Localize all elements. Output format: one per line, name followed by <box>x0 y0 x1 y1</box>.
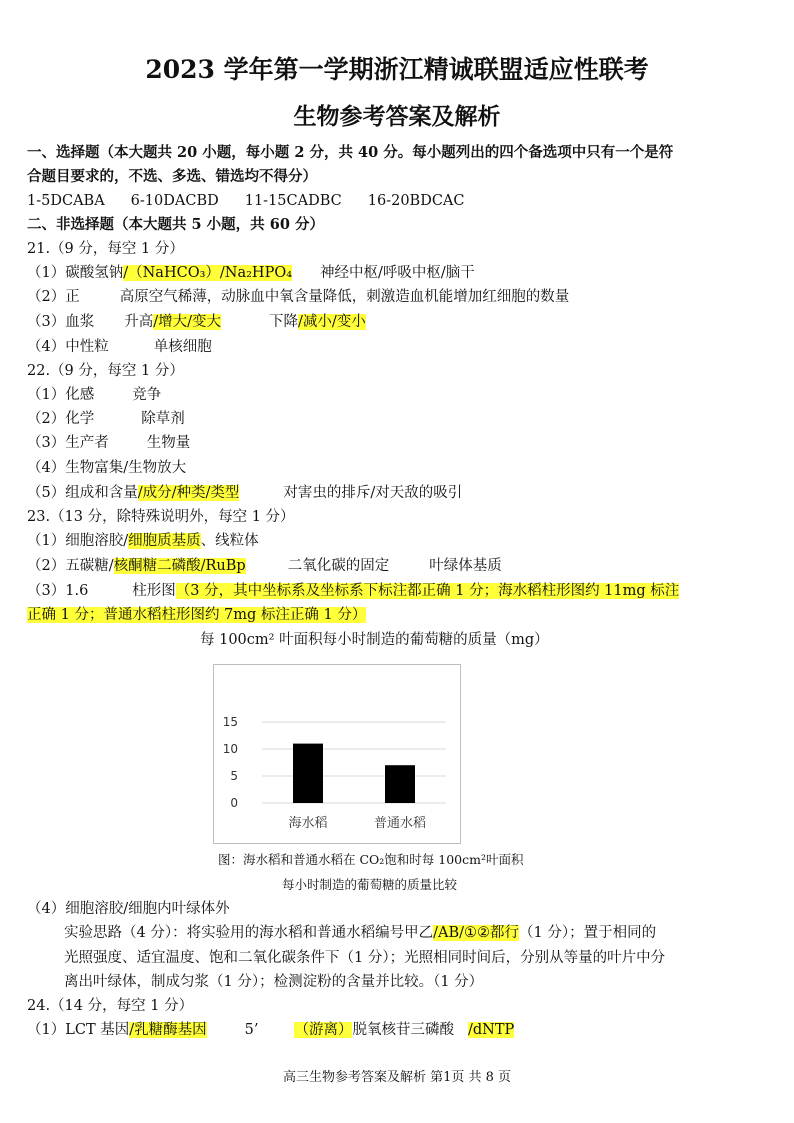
x-tick-label: 普通水稻 <box>373 816 427 831</box>
q23-answer-1: （1）细胞溶胶/细胞质基质、线粒体 <box>27 533 259 549</box>
q22-answer-1: （1）化感 竞争 <box>27 387 162 403</box>
experiment-line1: 实验思路（4 分）：将实验用的海水稻和普通水稻编号甲乙/AB/①②都行（1 分）；置于相同的 <box>64 925 657 941</box>
highlight: （游离） <box>294 1022 353 1038</box>
bar-chart <box>213 664 461 844</box>
page-title: 2023 学年第一学期浙江精诚联盟适应性联考 <box>145 55 649 84</box>
page-footer: 高三生物参考答案及解析 第1页 共 8 页 <box>282 1070 512 1085</box>
experiment-line2: 光照强度、适宜温度、饱和二氧化碳条件下（1 分）；光照相同时间后，分别从等量的叶片中分 <box>64 950 666 966</box>
chart-heading: 每 100cm² 叶面积每小时制造的葡萄糖的质量（mg） <box>200 632 549 648</box>
section1-heading-line1: 一、选择题（本大题共 20 小题，每小题 2 分，共 40 分。每小题列出的四个备选项中只有一个是符 <box>27 144 674 161</box>
figure-caption-line2: 每小时制造的葡萄糖的质量比较 <box>282 877 458 892</box>
highlight: /增大/变大 <box>153 314 222 330</box>
q23-answer-2: （2）五碳糖/核酮糖二磷酸/RuBp 二氧化碳的固定 叶绿体基质 <box>27 558 502 574</box>
highlight: 核酮糖二磷酸/RuBp <box>113 558 246 574</box>
y-tick-label: 0 <box>230 796 238 810</box>
mc-answer-11-15: 11-15CADBC <box>244 193 342 209</box>
x-tick-label: 海水稻 <box>288 816 328 831</box>
highlight: （3 分，其中坐标系及坐标系下标注都正确 1 分；海水稻柱形图约 11mg 标注 <box>175 583 680 599</box>
q23-answer-3: （3）1.6 柱形图（3 分，其中坐标系及坐标系下标注都正确 1 分；海水稻柱形图约 11mg 标注 <box>27 583 680 599</box>
bar <box>293 744 323 803</box>
highlight: 细胞质基质 <box>128 533 201 549</box>
highlight: /成分/种类/类型 <box>137 485 240 501</box>
q22-answer-5: （5）组成和含量/成分/种类/类型 对害虫的排斥/对天敌的吸引 <box>27 485 463 501</box>
q21-heading: 21.（9 分，每空 1 分） <box>27 241 184 257</box>
bar-chart-svg <box>214 665 460 843</box>
q22-answer-4: （4）生物富集/生物放大 <box>27 460 187 476</box>
q23-answer-3-cont <box>27 605 366 625</box>
highlight: /减小/变小 <box>298 314 366 330</box>
q23-answer-4: （4）细胞溶胶/细胞内叶绿体外 <box>27 901 230 917</box>
y-tick-label: 5 <box>230 769 238 783</box>
mc-answer-1-5: 1-5DCABA <box>27 193 105 209</box>
highlight: /dNTP <box>467 1022 515 1038</box>
y-tick-label: 10 <box>222 742 238 756</box>
q24-heading: 24.（14 分，每空 1 分） <box>27 998 194 1014</box>
q21-answer-3: （3）血浆 升高/增大/变大 下降/减小/变小 <box>27 314 366 330</box>
highlight: /（NaHCO₃）/Na₂HPO₄ <box>123 265 293 281</box>
q21-answer-1: （1）碳酸氢钠/（NaHCO₃）/Na₂HPO₄ 神经中枢/呼吸中枢/脑干 <box>27 265 475 281</box>
bar <box>385 765 415 803</box>
highlight: /AB/①②都行 <box>433 925 519 941</box>
y-tick-label: 15 <box>222 715 238 729</box>
q22-answer-2: （2）化学 除草剂 <box>27 411 185 427</box>
mc-answer-16-20: 16-20BDCAC <box>367 193 465 209</box>
q21-answer-4: （4）中性粒 单核细胞 <box>27 339 212 355</box>
figure-caption-line1: 图：海水稻和普通水稻在 CO₂饱和时每 100cm²叶面积 <box>218 852 524 867</box>
page-subtitle: 生物参考答案及解析 <box>293 103 501 130</box>
experiment-line3: 离出叶绿体，制成匀浆（1 分）；检测淀粉的含量并比较。（1 分） <box>64 974 484 990</box>
q22-heading: 22.（9 分，每空 1 分） <box>27 363 184 379</box>
q21-answer-2: （2）正 高原空气稀薄，动脉血中氧含量降低，刺激造血机能增加红细胞的数量 <box>27 289 570 305</box>
highlight: 正确 1 分；普通水稻柱形图约 7mg 标注正确 1 分） <box>27 607 367 623</box>
q23-heading: 23.（13 分，除特殊说明外，每空 1 分） <box>27 509 295 525</box>
section2-heading: 二、非选择题（本大题共 5 小题，共 60 分） <box>27 216 324 233</box>
highlight: /乳糖酶基因 <box>129 1022 207 1038</box>
q24-answer-1: （1）LCT 基因/乳糖酶基因 5’ （游离）脱氧核苷三磷酸 /dNTP <box>27 1022 515 1038</box>
section1-heading-line2: 合题目要求的，不选、多选、错选均不得分） <box>27 168 317 185</box>
mc-answers <box>27 191 465 211</box>
mc-answer-6-10: 6-10DACBD <box>130 193 219 209</box>
q22-answer-3: （3）生产者 生物量 <box>27 435 191 451</box>
